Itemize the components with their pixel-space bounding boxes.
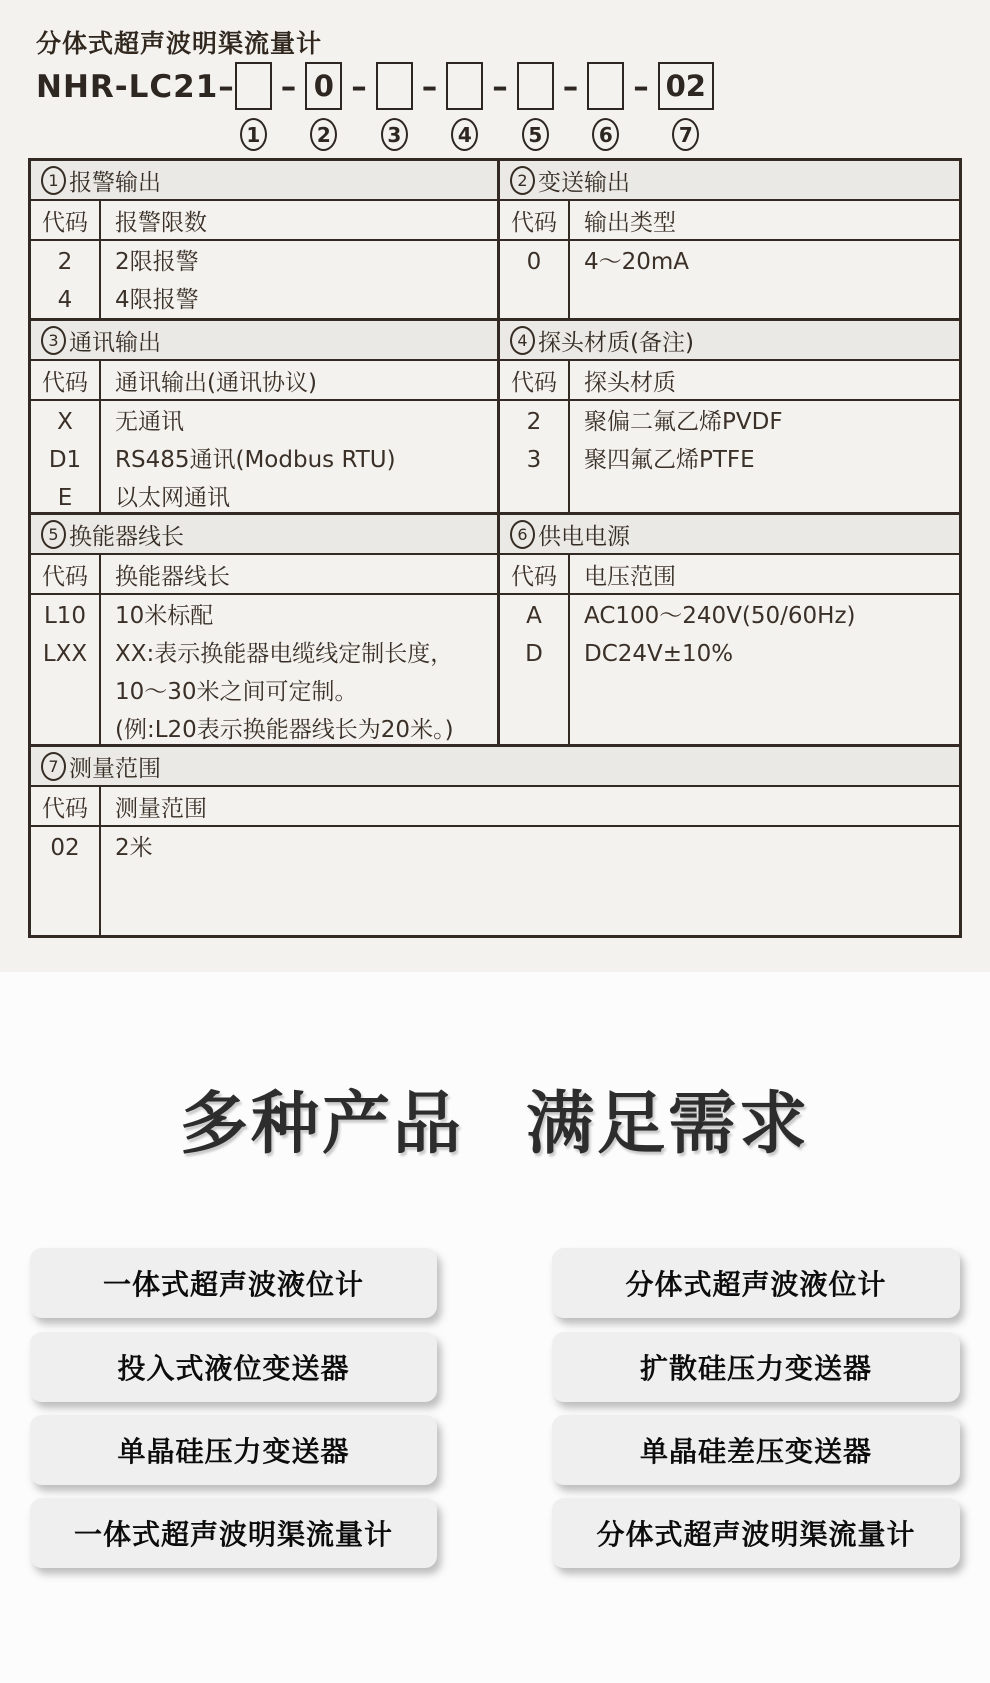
headline-right: 满足需求 <box>526 1085 811 1164</box>
section-power-supply <box>500 515 959 744</box>
section-subheader <box>500 555 959 595</box>
desc-value: 10米标配 <box>115 603 214 629</box>
section-body <box>31 241 497 318</box>
code-header-cell: 代码 <box>31 361 101 399</box>
desc-value: DC24V±10% <box>584 641 734 667</box>
code-value: 3 <box>526 447 542 473</box>
position-marker-6: 6 <box>592 118 619 151</box>
dash-separator: – <box>633 69 649 105</box>
section-transducer-cable-length <box>31 515 500 744</box>
code-header-cell: 代码 <box>31 555 101 593</box>
section-subheader <box>31 201 497 241</box>
section-subheader <box>500 201 959 241</box>
section-transmission-output <box>500 161 959 318</box>
model-unit-6 <box>587 62 624 151</box>
code-header-cell: 代码 <box>500 555 570 593</box>
desc-value: XX:表示换能器电缆线定制长度， <box>115 641 454 667</box>
code-value: E <box>57 485 73 511</box>
code-value: 0 <box>526 249 542 275</box>
section-alarm-output <box>31 161 500 318</box>
dash-separator: – <box>492 69 508 105</box>
position-marker-3: 3 <box>381 118 408 151</box>
code-value: 4 <box>57 287 73 313</box>
section-header <box>500 321 959 361</box>
position-marker-5: 5 <box>522 118 549 151</box>
desc-column <box>570 241 959 318</box>
code-column <box>31 401 101 512</box>
section-title: 供电电源 <box>538 523 630 550</box>
code-header-cell: 代码 <box>31 201 101 239</box>
code-column <box>31 595 101 744</box>
code-column <box>31 241 101 318</box>
circled-number-icon: 7 <box>41 752 66 781</box>
position-marker-2: 2 <box>310 118 337 151</box>
circled-number-icon: 1 <box>41 166 66 195</box>
desc-value: 以太网通讯 <box>115 485 230 511</box>
code-value: D1 <box>48 447 82 473</box>
circled-number-icon: 5 <box>41 520 66 549</box>
model-unit-3 <box>376 62 413 151</box>
code-value: LXX <box>42 641 88 667</box>
model-unit-4 <box>446 62 483 151</box>
model-unit-1 <box>235 62 272 151</box>
circled-number-icon: 2 <box>510 166 535 195</box>
model-box-2: 0 <box>305 62 342 110</box>
model-box-3 <box>376 62 413 110</box>
section-header <box>31 747 959 787</box>
product-button-monocrystalline-silicon-pressure-transmitter[interactable]: 单晶硅压力变送器 <box>30 1415 437 1485</box>
model-unit-2 <box>305 62 342 151</box>
code-value: 2 <box>57 249 73 275</box>
product-button-submersible-level-transmitter[interactable]: 投入式液位变送器 <box>30 1332 437 1402</box>
product-button-split-ultrasonic-open-channel-flowmeter[interactable]: 分体式超声波明渠流量计 <box>552 1498 960 1568</box>
section-title: 换能器线长 <box>69 523 184 550</box>
circled-number-icon: 4 <box>510 326 535 355</box>
code-value <box>31 711 99 744</box>
desc-value: 2限报警 <box>115 249 199 275</box>
code-header-cell: 代码 <box>31 787 101 825</box>
model-box-1 <box>235 62 272 110</box>
desc-column <box>101 241 497 318</box>
section-body <box>500 595 959 744</box>
section-header <box>31 161 497 201</box>
column-label-cell: 电压范围 <box>584 563 676 590</box>
table-band-3 <box>31 515 959 747</box>
model-unit-7 <box>658 62 714 151</box>
dash-separator: – <box>351 69 367 105</box>
section-subheader <box>31 787 959 827</box>
code-column <box>31 827 101 935</box>
column-label-cell: 输出类型 <box>584 209 676 236</box>
spec-table <box>28 158 962 938</box>
dash-separator: – <box>421 69 438 105</box>
desc-value: RS485通讯(Modbus RTU) <box>115 447 396 473</box>
desc-value: 4限报警 <box>115 287 199 313</box>
desc-value: 聚四氟乙烯PTFE <box>584 447 755 473</box>
desc-value: 10～30米之间可定制。 <box>115 679 358 705</box>
model-unit-5 <box>517 62 554 151</box>
column-label-cell: 测量范围 <box>115 795 207 822</box>
table-band-4 <box>31 747 959 935</box>
code-value: D <box>525 641 543 667</box>
code-value: L10 <box>43 603 87 629</box>
column-label-cell: 通讯输出(通讯协议) <box>115 369 317 396</box>
code-value: 02 <box>50 835 80 861</box>
promo-headline <box>0 1070 990 1167</box>
desc-column <box>101 827 959 935</box>
circled-number-icon: 3 <box>41 326 66 355</box>
section-title: 测量范围 <box>69 755 161 782</box>
column-label-cell: 换能器线长 <box>115 563 230 590</box>
model-box-5 <box>517 62 554 110</box>
table-band-2 <box>31 321 959 515</box>
code-value <box>31 673 99 711</box>
section-title: 变送输出 <box>538 169 630 196</box>
section-subheader <box>500 361 959 401</box>
section-subheader <box>31 361 497 401</box>
model-prefix: NHR-LC21– <box>36 69 235 105</box>
desc-column <box>101 401 497 512</box>
section-title: 探头材质(备注) <box>538 329 694 356</box>
code-value: X <box>57 409 73 435</box>
product-button-diffused-silicon-pressure-transmitter[interactable]: 扩散硅压力变送器 <box>552 1332 960 1402</box>
position-marker-1: 1 <box>240 118 267 151</box>
section-body <box>500 401 959 512</box>
section-header <box>500 515 959 555</box>
section-header <box>31 515 497 555</box>
code-header-cell: 代码 <box>500 361 570 399</box>
section-measuring-range <box>31 747 959 935</box>
circled-number-icon: 6 <box>510 520 535 549</box>
section-title: 报警输出 <box>69 169 161 196</box>
desc-column <box>570 401 959 512</box>
section-communication-output <box>31 321 500 512</box>
product-button-integrated-ultrasonic-open-channel-flowmeter[interactable]: 一体式超声波明渠流量计 <box>30 1498 437 1568</box>
position-marker-7: 7 <box>672 118 699 151</box>
position-marker-4: 4 <box>451 118 478 151</box>
section-title: 通讯输出 <box>69 329 161 356</box>
section-probe-material <box>500 321 959 512</box>
section-subheader <box>31 555 497 595</box>
product-button-split-ultrasonic-level-meter[interactable]: 分体式超声波液位计 <box>552 1248 960 1318</box>
dash-separator: – <box>562 69 579 105</box>
table-band-1 <box>31 161 959 321</box>
desc-value: AC100～240V(50/60Hz) <box>584 603 856 629</box>
desc-value: (例:L20表示换能器线长为20米。) <box>115 717 454 743</box>
section-header <box>500 161 959 201</box>
model-box-6 <box>587 62 624 110</box>
section-body <box>31 595 497 744</box>
dash-separator: – <box>280 69 297 105</box>
page-title: 分体式超声波明渠流量计 <box>36 29 323 58</box>
product-button-integrated-ultrasonic-level-meter[interactable]: 一体式超声波液位计 <box>30 1248 437 1318</box>
headline-left: 多种产品 <box>179 1085 464 1164</box>
section-body <box>500 241 959 318</box>
desc-column <box>101 595 497 744</box>
code-value: 2 <box>526 409 542 435</box>
product-button-monocrystalline-silicon-dp-transmitter[interactable]: 单晶硅差压变送器 <box>552 1415 960 1485</box>
column-label-cell: 探头材质 <box>584 369 676 396</box>
code-column <box>500 241 570 318</box>
section-header <box>31 321 497 361</box>
desc-value: 无通讯 <box>115 409 184 435</box>
model-code-row <box>36 62 714 151</box>
desc-column <box>570 595 959 744</box>
model-box-7: 02 <box>658 62 714 110</box>
column-label-cell: 报警限数 <box>115 209 207 236</box>
code-column <box>500 595 570 744</box>
desc-value: 聚偏二氟乙烯PVDF <box>584 409 783 435</box>
code-value: A <box>526 603 542 629</box>
section-body <box>31 827 959 935</box>
code-header-cell: 代码 <box>500 201 570 239</box>
code-column <box>500 401 570 512</box>
desc-value: 4～20mA <box>584 249 690 275</box>
model-box-4 <box>446 62 483 110</box>
section-body <box>31 401 497 512</box>
desc-value: 2米 <box>115 835 153 861</box>
